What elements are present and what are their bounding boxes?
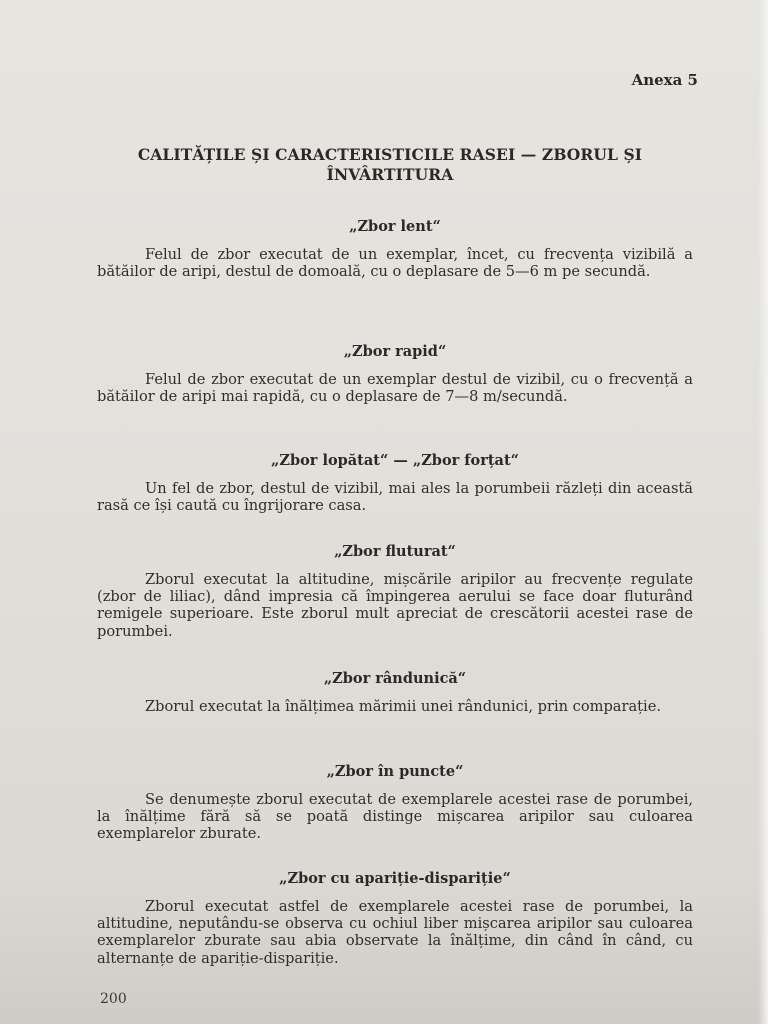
section-zbor-randunica — [97, 670, 693, 715]
section-text: Felul de zbor executat de un exemplar destul de vizibil, cu o frecvență a bătăilor de aripi mai rapidă, cu o deplasare de 7—8 m/secundă. — [97, 371, 693, 406]
section-text: Un fel de zbor, destul de vizibil, mai ales la porumbeii răzleți din această rasă ce își caută cu îngrijorare casa. — [97, 480, 693, 515]
section-heading: „Zbor cu apariție-dispariție“ — [279, 870, 511, 887]
section-zbor-aparitie-disparitie — [97, 870, 693, 967]
section-text: Zborul executat la înălțimea mărimii unei rândunici, prin comparație. — [145, 698, 661, 715]
section-zbor-fluturat — [97, 543, 693, 640]
chapter-title-line-2: ÎNVÂRTITURA — [326, 165, 454, 184]
section-heading: „Zbor lopătat“ — „Zbor forțat“ — [271, 452, 519, 469]
section-text: Felul de zbor executat de un exemplar, încet, cu frecvența vizibilă a bătăilor de aripi, destul de domoală, cu o deplasare de 5—6 m pe secundă. — [97, 246, 693, 281]
section-zbor-in-puncte — [97, 763, 693, 843]
section-zbor-rapid — [97, 343, 693, 405]
chapter-title — [110, 145, 670, 185]
section-zbor-lopatat — [97, 452, 693, 514]
section-heading: „Zbor rapid“ — [343, 343, 447, 360]
page-edge — [758, 0, 768, 1024]
page-number: 200 — [100, 991, 127, 1007]
section-heading: „Zbor în puncte“ — [326, 763, 464, 780]
section-text: Zborul executat la altitudine, mișcările aripilor au frecvențe regulate (zbor de liliac), dând impresia că împingerea aerului se face doar fluturând remigele superioare. Este zborul mult apreciat de crescătorii acestei rase de porumbei. — [97, 571, 693, 640]
section-heading: „Zbor rândunică“ — [323, 670, 467, 687]
chapter-title-line-1: CALITĂȚILE ȘI CARACTERISTICILE RASEI — ZBORUL ȘI — [137, 145, 643, 164]
section-text: Se denumește zborul executat de exemplarele acestei rase de porumbei, la înălțime fără să se poată distinge mișcarea aripilor sau culoarea exemplarelor zburate. — [97, 791, 693, 843]
section-heading: „Zbor fluturat“ — [334, 543, 456, 560]
section-heading: „Zbor lent“ — [349, 218, 441, 235]
section-zbor-lent — [97, 218, 693, 280]
section-text: Zborul executat astfel de exemplarele acestei rase de porumbei, la altitudine, neputându-se observa cu ochiul liber mișcarea aripilor sau culoarea exemplarelor zburate sau abia observate la înălțime, din când în când, cu alternanțe de apariție-dispariție. — [97, 898, 693, 967]
annex-label: Anexa 5 — [631, 71, 698, 89]
